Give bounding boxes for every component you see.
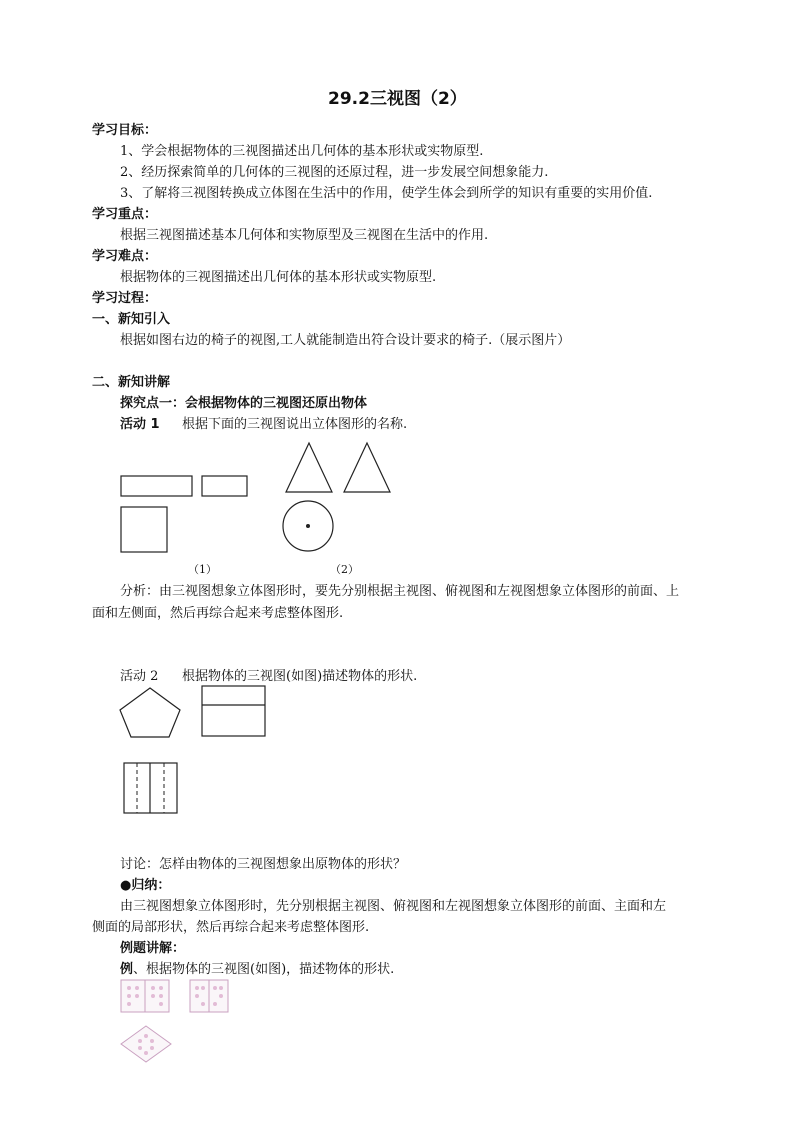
- difficulties-heading: 学习难点：: [92, 249, 158, 264]
- key-points-heading: 学习重点：: [92, 207, 158, 222]
- goals-heading: 学习目标：: [92, 123, 158, 138]
- figure-label-2: （2）: [330, 563, 359, 576]
- page-title: 29.2三视图（2）: [328, 89, 467, 109]
- key-points-text: 根据三视图描述基本几何体和实物原型及三视图在生活中的作用.: [120, 228, 489, 243]
- activity1-text: 根据下面的三视图说出立体图形的名称.: [182, 417, 408, 432]
- goal-item-2: 2、经历探索简单的几何体的三视图的还原过程，进一步发展空间想象能力.: [120, 165, 549, 180]
- prism-front-view: [202, 686, 265, 736]
- discussion-text: 讨论：怎样由物体的三视图想象出原物体的形状？: [120, 857, 407, 872]
- analysis-line-2: 面和左侧面，然后再综合起来考虑整体图形.: [92, 606, 344, 621]
- section1-heading: 一、新知引入: [92, 312, 171, 327]
- process-heading: 学习过程：: [92, 291, 158, 306]
- pentagon-view: [120, 688, 180, 737]
- activity1-label: 活动 1: [120, 417, 160, 432]
- explore-point-1: 探究点一：会根据物体的三视图还原出物体: [120, 396, 368, 411]
- side-view-triangle: [344, 443, 390, 492]
- goal-item-3: 3、了解将三视图转换成立体图在生活中的作用，使学生体会到所学的知识有重要的实用价值.: [120, 186, 653, 201]
- summary-line-2: 侧面的局部形状，然后再综合起来考虑整体图形.: [92, 920, 370, 935]
- example-text: 、根据物体的三视图(如图)，描述物体的形状.: [133, 962, 395, 977]
- three-view-figure-3: [0, 680, 800, 840]
- analysis-line-1: 分析：由三视图想象立体图形时，要先分别根据主视图、俯视图和左视图想象立体图形的前面、上: [120, 584, 680, 599]
- top-view-center-dot: [306, 524, 310, 528]
- example-top-view-rhombus: [121, 1026, 171, 1062]
- summary-heading: ●归纳：: [120, 878, 171, 893]
- three-view-figure-2: [0, 440, 800, 580]
- goal-item-1: 1、学会根据物体的三视图描述出几何体的基本形状或实物原型.: [120, 144, 484, 159]
- figure-label-1: （1）: [188, 563, 217, 576]
- section1-text: 根据如图右边的椅子的视图,工人就能制造出符合设计要求的椅子.（展示图片）: [120, 333, 571, 348]
- section2-heading: 二、新知讲解: [92, 375, 171, 390]
- activity2-label: 活动 2: [120, 669, 159, 684]
- front-view-triangle: [286, 443, 332, 492]
- summary-line-1: 由三视图想象立体图形时，先分别根据主视图、俯视图和左视图想象立体图形的前面、主面和左: [120, 899, 667, 914]
- example-three-view-figure: [0, 976, 800, 1066]
- activity2-text: 根据物体的三视图(如图)描述物体的形状.: [182, 669, 418, 684]
- example-heading: 例题讲解：: [120, 941, 186, 956]
- example-marker: 例: [120, 962, 134, 977]
- difficulties-text: 根据物体的三视图描述出几何体的基本形状或实物原型.: [120, 270, 437, 285]
